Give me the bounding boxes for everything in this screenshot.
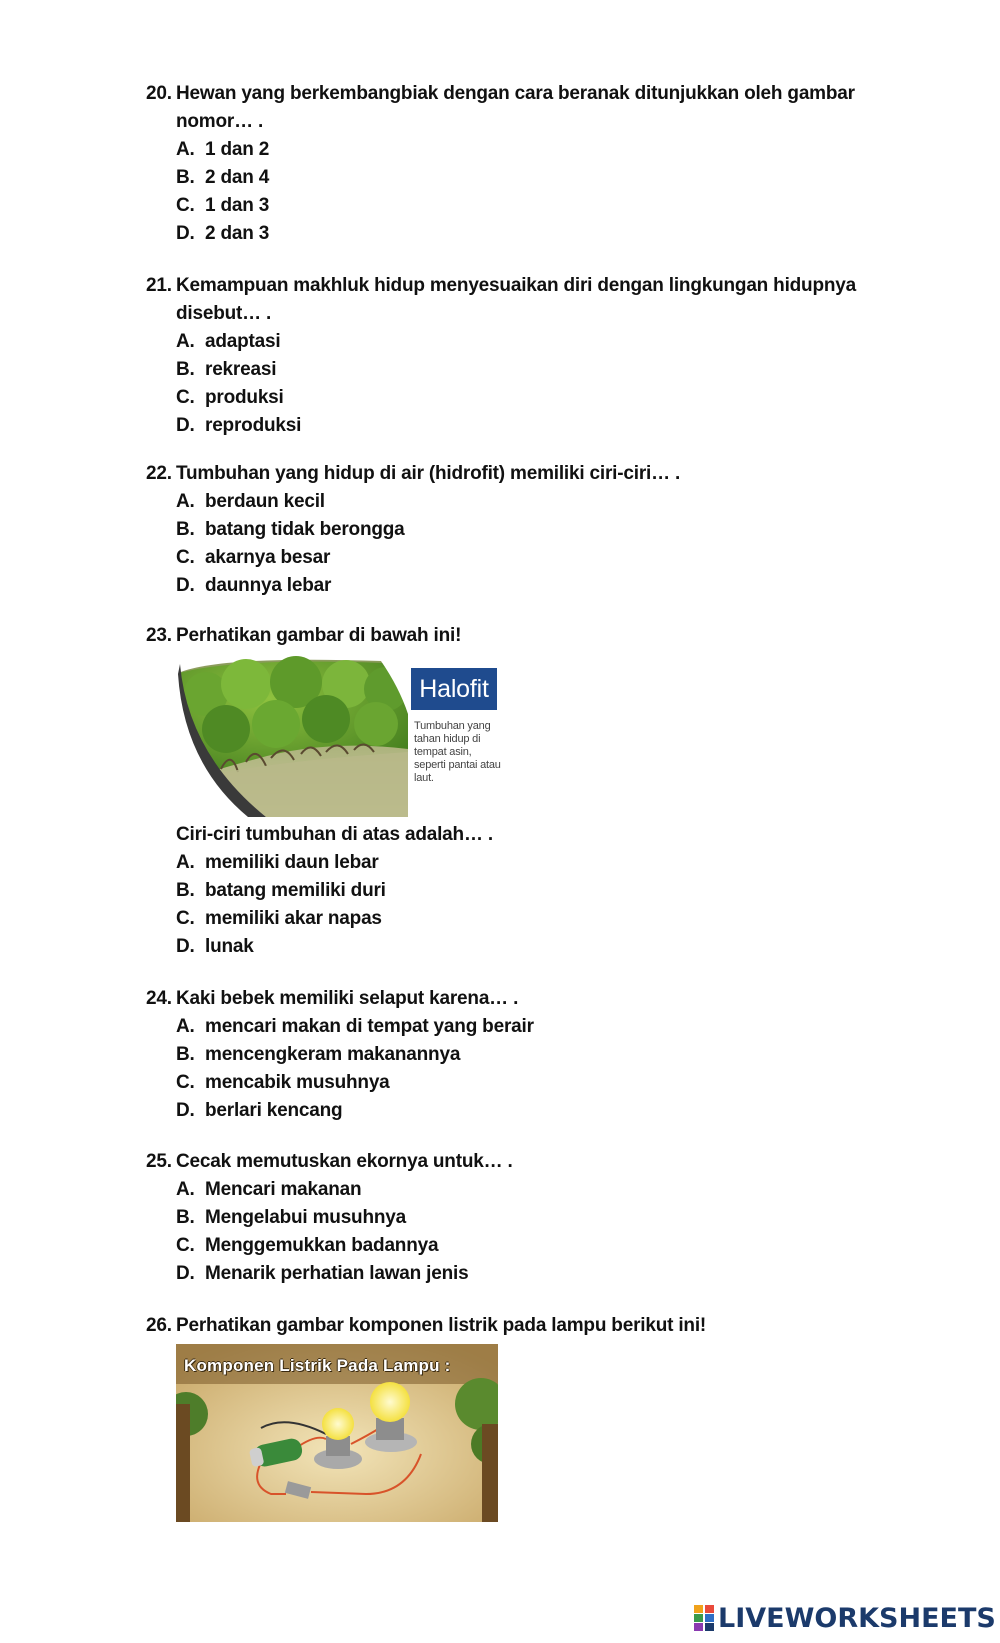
option-b[interactable] xyxy=(176,877,856,905)
option-text: berlari kencang xyxy=(205,1100,343,1121)
option-b[interactable] xyxy=(176,1204,856,1232)
option-letter: C. xyxy=(176,1235,195,1256)
option-text: 1 dan 2 xyxy=(205,139,270,160)
option-letter: B. xyxy=(176,359,195,380)
question-24 xyxy=(146,985,856,1125)
mangrove-photo xyxy=(176,654,408,817)
option-text: Menggemukkan badannya xyxy=(205,1235,439,1256)
question-23 xyxy=(146,622,856,961)
option-letter: A. xyxy=(176,331,195,352)
question-number: 26. xyxy=(146,1315,172,1336)
option-letter: C. xyxy=(176,908,195,929)
option-text: memiliki daun lebar xyxy=(205,852,379,873)
option-a[interactable] xyxy=(176,1013,856,1041)
question-stem: Hewan yang berkembangbiak dengan cara beranak ditunjukkan oleh gambar nomor… . xyxy=(176,83,855,132)
option-d[interactable] xyxy=(176,933,856,961)
option-letter: B. xyxy=(176,167,195,188)
option-letter: C. xyxy=(176,1072,195,1093)
option-letter: D. xyxy=(176,1263,195,1284)
question-25 xyxy=(146,1148,856,1288)
option-letter: C. xyxy=(176,387,195,408)
option-d[interactable] xyxy=(176,1097,856,1125)
option-letter: B. xyxy=(176,1207,195,1228)
option-letter: D. xyxy=(176,936,195,957)
option-text: lunak xyxy=(205,936,254,957)
option-c[interactable] xyxy=(176,544,856,572)
option-a[interactable] xyxy=(176,488,856,516)
option-letter: A. xyxy=(176,1016,195,1037)
option-b[interactable] xyxy=(176,356,856,384)
option-c[interactable] xyxy=(176,384,856,412)
option-letter: D. xyxy=(176,1100,195,1121)
circuit-figure-title: Komponen Listrik Pada Lampu : xyxy=(184,1356,451,1375)
option-letter: C. xyxy=(176,547,195,568)
halofit-figure xyxy=(176,654,501,817)
option-a[interactable] xyxy=(176,328,856,356)
options-list xyxy=(176,849,856,961)
option-c[interactable] xyxy=(176,192,856,220)
question-stem: Cecak memutuskan ekornya untuk… . xyxy=(176,1151,513,1172)
option-a[interactable] xyxy=(176,1176,856,1204)
option-letter: D. xyxy=(176,575,195,596)
option-text: daunnya lebar xyxy=(205,575,332,596)
option-text: Mengelabui musuhnya xyxy=(205,1207,407,1228)
option-text: akarnya besar xyxy=(205,547,331,568)
option-letter: C. xyxy=(176,195,195,216)
halofit-description: Tumbuhan yang tahan hidup di tempat asin, seperti pantai atau laut. xyxy=(414,720,501,784)
option-text: mencari makan di tempat yang berair xyxy=(205,1016,534,1037)
question-20 xyxy=(146,80,856,248)
option-text: berdaun kecil xyxy=(205,491,325,512)
option-c[interactable] xyxy=(176,1069,856,1097)
option-text: 2 dan 3 xyxy=(205,223,270,244)
option-letter: D. xyxy=(176,223,195,244)
option-d[interactable] xyxy=(176,572,856,600)
option-a[interactable] xyxy=(176,136,856,164)
question-22 xyxy=(146,460,856,600)
option-letter: B. xyxy=(176,1044,195,1065)
question-number: 20. xyxy=(146,83,172,104)
option-text: 1 dan 3 xyxy=(205,195,270,216)
option-text: rekreasi xyxy=(205,359,277,380)
option-text: reproduksi xyxy=(205,415,302,436)
option-text: batang tidak berongga xyxy=(205,519,405,540)
question-26 xyxy=(146,1312,856,1522)
logo-text: LIVEWORKSHEETS xyxy=(718,1602,996,1634)
options-list xyxy=(176,328,856,440)
options-list xyxy=(176,1013,856,1125)
logo-mark-icon xyxy=(694,1605,714,1631)
question-stem: Perhatikan gambar komponen listrik pada lampu berikut ini! xyxy=(176,1315,707,1336)
options-list xyxy=(176,136,856,248)
question-substem: Ciri-ciri tumbuhan di atas adalah… . xyxy=(176,824,493,845)
option-letter: D. xyxy=(176,415,195,436)
option-b[interactable] xyxy=(176,1041,856,1069)
question-number: 24. xyxy=(146,988,172,1009)
options-list xyxy=(176,1176,856,1288)
option-b[interactable] xyxy=(176,516,856,544)
circuit-figure xyxy=(176,1344,498,1522)
question-stem: Tumbuhan yang hidup di air (hidrofit) memiliki ciri-ciri… . xyxy=(176,463,681,484)
option-c[interactable] xyxy=(176,1232,856,1260)
option-text: mencengkeram makanannya xyxy=(205,1044,461,1065)
liveworksheets-logo xyxy=(694,1601,996,1635)
question-stem: Perhatikan gambar di bawah ini! xyxy=(176,625,462,646)
question-21 xyxy=(146,272,856,440)
option-d[interactable] xyxy=(176,1260,856,1288)
options-list xyxy=(176,488,856,600)
question-number: 25. xyxy=(146,1151,172,1172)
option-text: batang memiliki duri xyxy=(205,880,386,901)
option-text: memiliki akar napas xyxy=(205,908,382,929)
option-text: adaptasi xyxy=(205,331,281,352)
option-letter: A. xyxy=(176,491,195,512)
question-stem: Kemampuan makhluk hidup menyesuaikan diri dengan lingkungan hidupnya disebut… . xyxy=(176,275,857,324)
option-letter: B. xyxy=(176,519,195,540)
halofit-label: Halofit xyxy=(411,668,497,710)
option-b[interactable] xyxy=(176,164,856,192)
question-number: 22. xyxy=(146,463,172,484)
option-letter: A. xyxy=(176,139,195,160)
question-number: 23. xyxy=(146,625,172,646)
option-text: Mencari makanan xyxy=(205,1179,362,1200)
option-text: mencabik musuhnya xyxy=(205,1072,390,1093)
question-number: 21. xyxy=(146,275,172,296)
option-d[interactable] xyxy=(176,220,856,248)
option-letter: A. xyxy=(176,852,195,873)
option-c[interactable] xyxy=(176,905,856,933)
option-letter: A. xyxy=(176,1179,195,1200)
option-text: produksi xyxy=(205,387,284,408)
option-a[interactable] xyxy=(176,849,856,877)
option-text: Menarik perhatian lawan jenis xyxy=(205,1263,469,1284)
question-stem: Kaki bebek memiliki selaput karena… . xyxy=(176,988,519,1009)
option-text: 2 dan 4 xyxy=(205,167,270,188)
option-d[interactable] xyxy=(176,412,856,440)
option-letter: B. xyxy=(176,880,195,901)
